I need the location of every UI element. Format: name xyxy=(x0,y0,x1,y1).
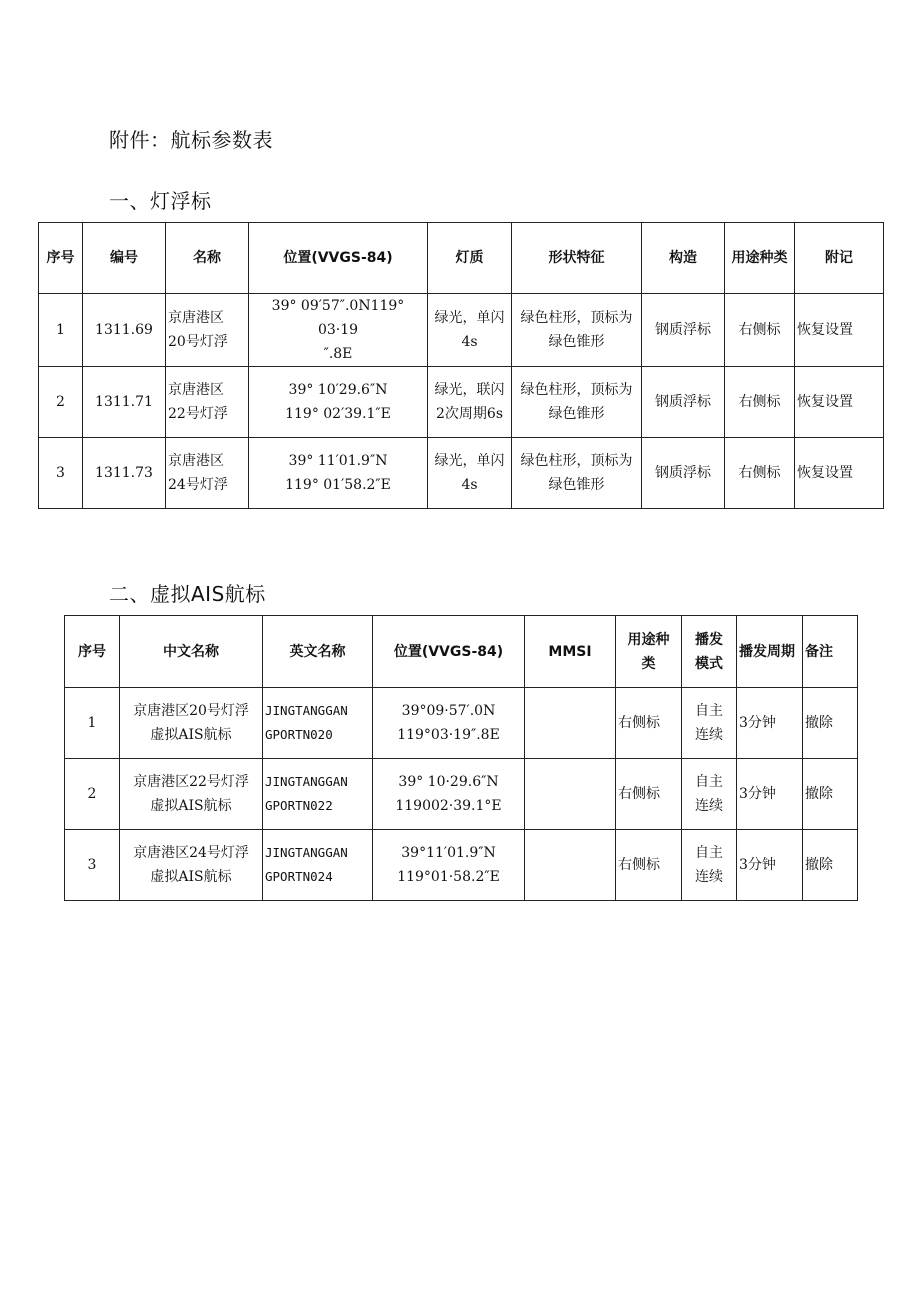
header-cell: 位置(VVGS-84) xyxy=(249,223,428,294)
table-row xyxy=(65,830,858,901)
cell-type: 右侧标 xyxy=(725,294,795,367)
cell-name: 京唐港区 24号灯浮 xyxy=(166,438,249,509)
table-row xyxy=(65,759,858,830)
cell-index: 3 xyxy=(39,438,83,509)
section-title-virtual-ais: 二、虚拟AIS航标 xyxy=(109,582,266,606)
cell-light: 绿光，联闪 2次周期6s xyxy=(428,367,512,438)
cell-remark: 恢复设置 xyxy=(795,438,884,509)
header-cell: 编号 xyxy=(83,223,166,294)
table-row xyxy=(39,438,884,509)
cell-remark: 恢复设置 xyxy=(795,294,884,367)
header-cell: 名称 xyxy=(166,223,249,294)
cell-index: 2 xyxy=(39,367,83,438)
cell-structure: 钢质浮标 xyxy=(642,367,725,438)
header-cell: MMSI xyxy=(525,616,616,688)
cell-position: 39°11′01.9″N 119°01·58.2″E xyxy=(373,830,525,901)
cell-mmsi xyxy=(525,688,616,759)
cell-period: 3分钟 xyxy=(737,688,803,759)
cell-index: 2 xyxy=(65,759,120,830)
cell-code: 1311.71 xyxy=(83,367,166,438)
cell-type: 右侧标 xyxy=(616,830,682,901)
header-cell: 备注 xyxy=(803,616,858,688)
header-cell: 构造 xyxy=(642,223,725,294)
cell-remark: 撤除 xyxy=(803,688,858,759)
cell-mode: 自主 连续 xyxy=(682,688,737,759)
cell-structure: 钢质浮标 xyxy=(642,438,725,509)
cell-index: 1 xyxy=(65,688,120,759)
header-cell: 播发 模式 xyxy=(682,616,737,688)
light-buoy-table xyxy=(38,222,884,509)
header-cell: 用途种类 xyxy=(725,223,795,294)
cell-code: 1311.73 xyxy=(83,438,166,509)
header-cell: 序号 xyxy=(65,616,120,688)
header-cell: 英文名称 xyxy=(263,616,373,688)
header-cell: 附记 xyxy=(795,223,884,294)
cell-period: 3分钟 xyxy=(737,830,803,901)
cell-type: 右侧标 xyxy=(725,438,795,509)
cell-mmsi xyxy=(525,830,616,901)
section-title-light-buoys: 一、灯浮标 xyxy=(109,189,212,213)
cell-en-name: JINGTANGGAN GPORTN020 xyxy=(263,688,373,759)
header-cell: 灯质 xyxy=(428,223,512,294)
cell-position: 39°09·57′.0N 119°03·19″.8E xyxy=(373,688,525,759)
cell-mode: 自主 连续 xyxy=(682,830,737,901)
cell-mmsi xyxy=(525,759,616,830)
header-cell: 用途种 类 xyxy=(616,616,682,688)
cell-type: 右侧标 xyxy=(725,367,795,438)
document-title: 附件：航标参数表 xyxy=(109,128,273,152)
cell-name: 京唐港区 22号灯浮 xyxy=(166,367,249,438)
header-cell: 序号 xyxy=(39,223,83,294)
cell-code: 1311.69 xyxy=(83,294,166,367)
table-row xyxy=(39,294,884,367)
table-header-row xyxy=(39,223,884,294)
cell-mode: 自主 连续 xyxy=(682,759,737,830)
cell-name: 京唐港区 20号灯浮 xyxy=(166,294,249,367)
cell-index: 3 xyxy=(65,830,120,901)
header-cell: 播发周期 xyxy=(737,616,803,688)
cell-type: 右侧标 xyxy=(616,759,682,830)
cell-en-name: JINGTANGGAN GPORTN024 xyxy=(263,830,373,901)
cell-position: 39° 10·29.6″N 119002·39.1°E xyxy=(373,759,525,830)
cell-position: 39° 11′01.9″N 119° 01′58.2″E xyxy=(249,438,428,509)
cell-position: 39° 09′57″.0N119° 03·19 ″.8E xyxy=(249,294,428,367)
table-row xyxy=(39,367,884,438)
table-row xyxy=(65,688,858,759)
table-header-row xyxy=(65,616,858,688)
cell-shape: 绿色柱形，顶标为 绿色锥形 xyxy=(512,438,642,509)
cell-type: 右侧标 xyxy=(616,688,682,759)
header-cell: 形状特征 xyxy=(512,223,642,294)
cell-remark: 恢复设置 xyxy=(795,367,884,438)
cell-period: 3分钟 xyxy=(737,759,803,830)
cell-position: 39° 10′29.6″N 119° 02′39.1″E xyxy=(249,367,428,438)
cell-light: 绿光，单闪 4s xyxy=(428,438,512,509)
cell-en-name: JINGTANGGAN GPORTN022 xyxy=(263,759,373,830)
cell-shape: 绿色柱形，顶标为 绿色锥形 xyxy=(512,367,642,438)
virtual-ais-table xyxy=(64,615,858,901)
cell-light: 绿光，单闪 4s xyxy=(428,294,512,367)
cell-remark: 撤除 xyxy=(803,830,858,901)
cell-index: 1 xyxy=(39,294,83,367)
cell-remark: 撤除 xyxy=(803,759,858,830)
cell-cn-name: 京唐港区24号灯浮 虚拟AIS航标 xyxy=(120,830,263,901)
cell-cn-name: 京唐港区20号灯浮 虚拟AIS航标 xyxy=(120,688,263,759)
header-cell: 中文名称 xyxy=(120,616,263,688)
cell-cn-name: 京唐港区22号灯浮 虚拟AIS航标 xyxy=(120,759,263,830)
header-cell: 位置(VVGS-84) xyxy=(373,616,525,688)
cell-shape: 绿色柱形，顶标为 绿色锥形 xyxy=(512,294,642,367)
cell-structure: 钢质浮标 xyxy=(642,294,725,367)
